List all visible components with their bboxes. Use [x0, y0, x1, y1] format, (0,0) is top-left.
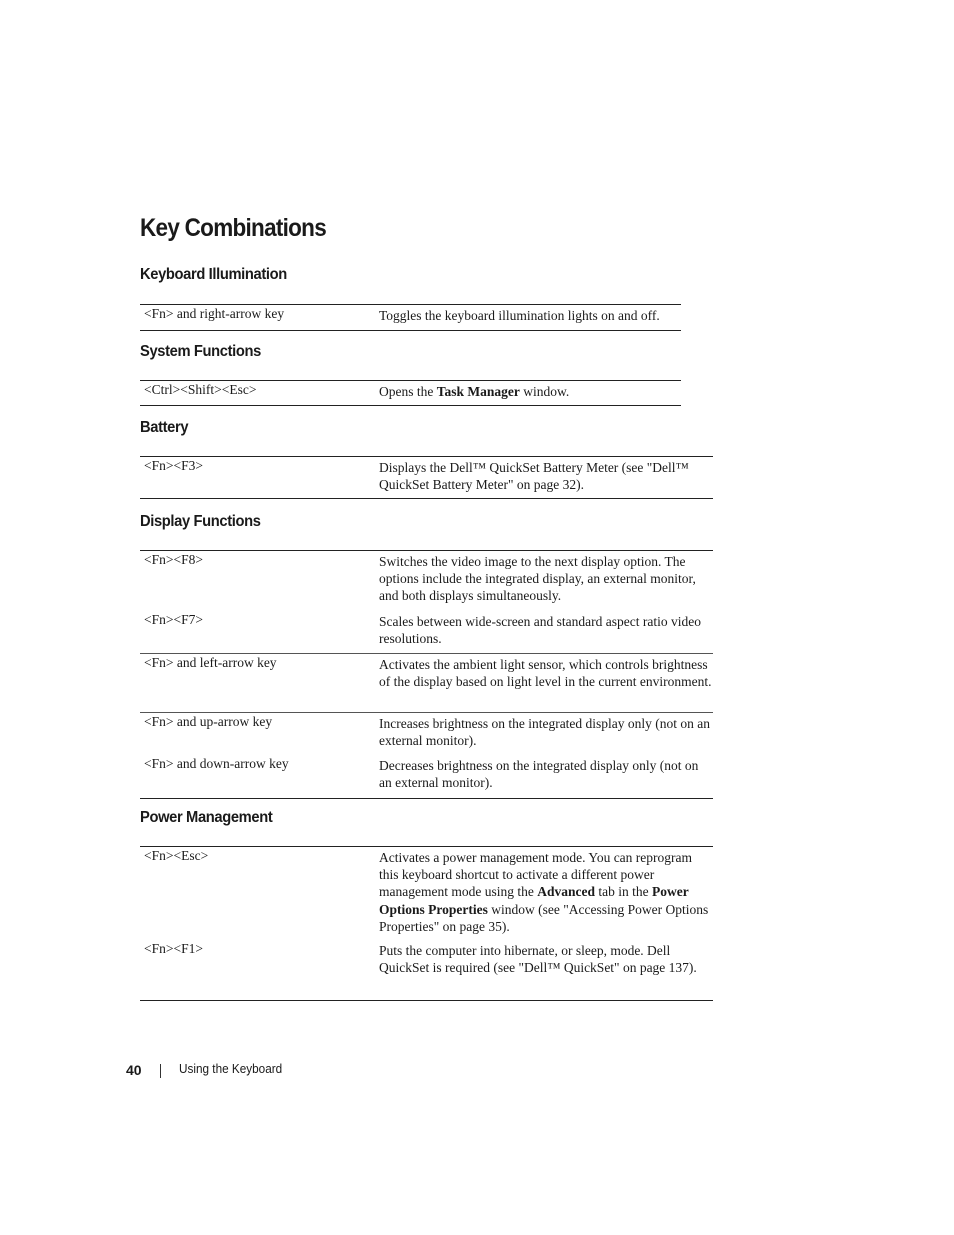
- key-description: [379, 383, 714, 400]
- desc-text: Activates a power management mode. You can reprogram this keyboard shortcut to activate a different power management mode using the: [379, 850, 693, 900]
- footer-divider: [160, 1064, 161, 1078]
- key-combo: <Fn> and up-arrow key: [144, 714, 273, 729]
- desc-text: window.: [519, 384, 570, 399]
- key-description: Activates the ambient light sensor, which controls brightness of the display based on light level in the current environment.: [379, 657, 712, 690]
- key-combo: <Fn> and left-arrow key: [144, 655, 277, 670]
- table-battery: [140, 456, 713, 499]
- table-row: [140, 712, 713, 755]
- task-manager-term: Task Manager: [436, 384, 520, 399]
- key-description: Puts the computer into hibernate, or sleep, mode. Dell QuickSet is required (see "Dell™ QuickSet" on page 137).: [379, 943, 697, 976]
- key-description: Switches the video image to the next display option. The options include the integrated display, an external monitor, and both displays simultaneously.: [379, 554, 696, 604]
- key-combo: <Fn><Esc>: [144, 848, 209, 863]
- table-keyboard-illumination: [140, 304, 681, 331]
- key-combo: <Ctrl><Shift><Esc>: [144, 382, 257, 397]
- table-row: [140, 611, 713, 653]
- heading-display-functions: Display Functions: [140, 513, 261, 530]
- desc-text: window (see "Accessing Power Options Properties" on page 35).: [379, 901, 709, 934]
- power-options-properties-term: Power Options Properties: [379, 884, 689, 917]
- table-row: [140, 551, 713, 611]
- table-display-functions: [140, 550, 713, 799]
- heading-power-management: Power Management: [140, 809, 273, 826]
- desc-text: Opens the: [379, 384, 437, 399]
- key-description: Increases brightness on the integrated display only (not on an external monitor).: [379, 716, 711, 749]
- table-row: [140, 653, 713, 712]
- table-row: [140, 940, 713, 1000]
- table-power-management: [140, 846, 713, 1001]
- table-row: [140, 305, 681, 330]
- key-description: Scales between wide-screen and standard aspect ratio video resolutions.: [379, 614, 701, 647]
- heading-system-functions: System Functions: [140, 343, 261, 360]
- table-row: [140, 381, 681, 405]
- key-combo: <Fn><F1>: [144, 941, 203, 956]
- advanced-tab-term: Advanced: [537, 884, 595, 900]
- key-combo: <Fn><F8>: [144, 552, 203, 567]
- heading-keyboard-illumination: Keyboard Illumination: [140, 266, 287, 283]
- key-combo: <Fn> and right-arrow key: [144, 306, 285, 321]
- table-row: [140, 847, 713, 940]
- desc-text: tab in the: [594, 884, 652, 900]
- page-number: 40: [126, 1062, 142, 1078]
- key-description: Decreases brightness on the integrated display only (not on an external monitor).: [379, 758, 699, 791]
- key-combo: <Fn> and down-arrow key: [144, 756, 289, 771]
- key-combo: <Fn><F7>: [144, 612, 203, 627]
- key-combo: <Fn><F3>: [144, 458, 203, 473]
- heading-battery: Battery: [140, 419, 189, 436]
- key-description: Displays the Dell™ QuickSet Battery Meter (see "Dell™ QuickSet Battery Meter" on page 32).: [379, 460, 689, 493]
- table-row: [140, 457, 713, 498]
- key-description: [379, 849, 714, 935]
- table-row: [140, 755, 713, 798]
- table-system-functions: [140, 380, 681, 406]
- chapter-title: Using the Keyboard: [179, 1062, 283, 1076]
- page-title: Key Combinations: [140, 214, 327, 242]
- key-description: Toggles the keyboard illumination lights on and off.: [379, 308, 660, 323]
